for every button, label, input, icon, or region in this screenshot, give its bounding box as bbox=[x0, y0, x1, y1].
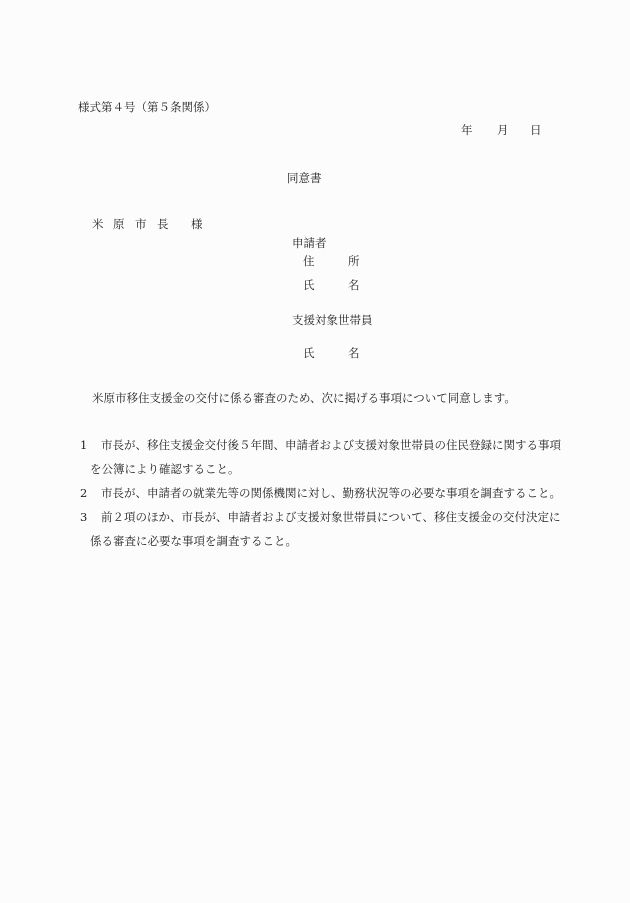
household-heading: 支援対象世帯員 bbox=[292, 313, 373, 327]
date-day: 日 bbox=[530, 123, 542, 137]
applicant-heading: 申請者 bbox=[292, 236, 327, 250]
consent-intro: 米原市移住支援金の交付に係る審査のため、次に掲げる事項について同意します。 bbox=[92, 391, 516, 405]
document-title: 同意書 bbox=[287, 171, 322, 185]
date-year: 年 bbox=[461, 123, 473, 137]
form-number: 様式第４号（第５条関係） bbox=[78, 100, 216, 114]
date-month: 月 bbox=[497, 123, 509, 137]
honorific: 様 bbox=[191, 217, 203, 231]
